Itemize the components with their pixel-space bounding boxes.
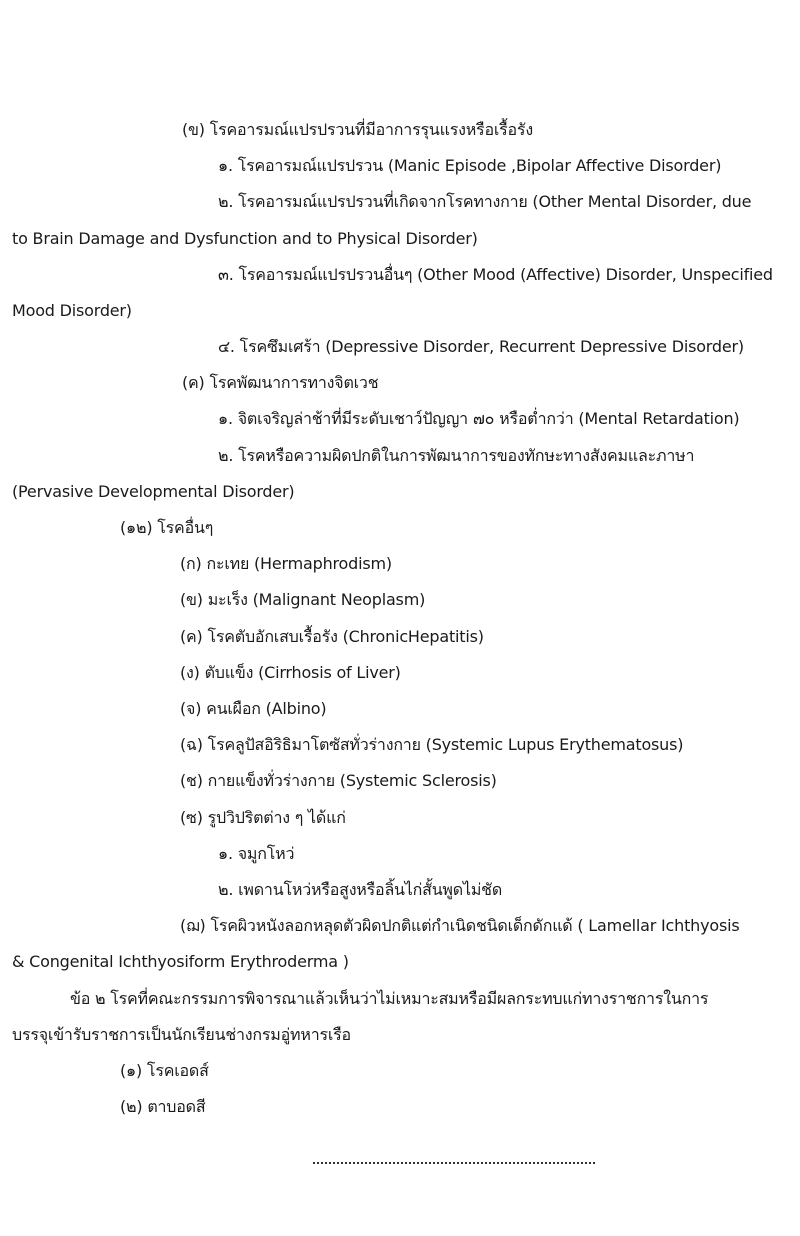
list-item: (ค) โรคตับอักเสบเรื้อรัง (ChronicHepatitis) [180, 627, 484, 646]
list-item: ๒. โรคหรือความผิดปกติในการพัฒนาการของทักษะทางสังคมและภาษา [218, 446, 695, 465]
clause-2-paragraph: ข้อ ๒ โรคที่คณะกรรมการพิจารณาแล้วเห็นว่าไม่เหมาะสมหรือมีผลกระทบแก่ทางราชการในการ [70, 989, 709, 1008]
list-item: ๑. จมูกโหว่ [218, 844, 295, 863]
list-item: ๔. โรคซึมเศร้า (Depressive Disorder, Recurrent Depressive Disorder) [218, 337, 744, 356]
list-item: (๒) ตาบอดสี [120, 1097, 206, 1116]
list-item-continuation: (Pervasive Developmental Disorder) [12, 482, 295, 501]
end-divider [313, 1162, 595, 1164]
list-item-continuation: Mood Disorder) [12, 301, 132, 320]
list-item: (จ) คนเผือก (Albino) [180, 699, 327, 718]
list-item: (ข) มะเร็ง (Malignant Neoplasm) [180, 590, 426, 609]
list-item-continuation: to Brain Damage and Dysfunction and to Physical Disorder) [12, 229, 478, 248]
list-item: (ฉ) โรคลูปัสอิริธิมาโตซัสทั่วร่างกาย (Systemic Lupus Erythematosus) [180, 735, 684, 754]
list-item: (ฌ) โรคผิวหนังลอกหลุดตัวผิดปกติแต่กำเนิดชนิดเด็กดักแด้ ( Lamellar Ichthyosis [180, 916, 740, 935]
section-12-heading: (๑๒) โรคอื่นๆ [120, 518, 214, 537]
section-kho2-heading: (ค) โรคพัฒนาการทางจิตเวช [182, 373, 379, 392]
list-item: ๓. โรคอารมณ์แปรปรวนอื่นๆ (Other Mood (Affective) Disorder, Unspecified [218, 265, 773, 284]
list-item: ๑. โรคอารมณ์แปรปรวน (Manic Episode ,Bipolar Affective Disorder) [218, 156, 722, 175]
list-item-continuation: & Congenital Ichthyosiform Erythroderma ) [12, 952, 349, 971]
list-item: ๑. จิตเจริญล่าช้าที่มีระดับเชาว์ปัญญา ๗๐ หรือต่ำกว่า (Mental Retardation) [218, 409, 740, 428]
list-item: (ช) กายแข็งทั่วร่างกาย (Systemic Sclerosis) [180, 771, 497, 790]
clause-2-continuation: บรรจุเข้ารับราชการเป็นนักเรียนช่างกรมอู่ทหารเรือ [12, 1025, 351, 1044]
list-item: (ซ) รูปวิปริตต่าง ๆ ได้แก่ [180, 808, 346, 827]
list-item: (๑) โรคเอดส์ [120, 1061, 209, 1080]
list-item: (ก) กะเทย (Hermaphrodism) [180, 554, 392, 573]
list-item: ๒. เพดานโหว่หรือสูงหรือลิ้นไก่สั้นพูดไม่ชัด [218, 880, 503, 899]
list-item: (ง) ตับแข็ง (Cirrhosis of Liver) [180, 663, 401, 682]
section-kho-heading: (ข) โรคอารมณ์แปรปรวนที่มีอาการรุนแรงหรือเรื้อรัง [182, 120, 533, 139]
list-item: ๒. โรคอารมณ์แปรปรวนที่เกิดจากโรคทางกาย (Other Mental Disorder, due [218, 192, 752, 211]
